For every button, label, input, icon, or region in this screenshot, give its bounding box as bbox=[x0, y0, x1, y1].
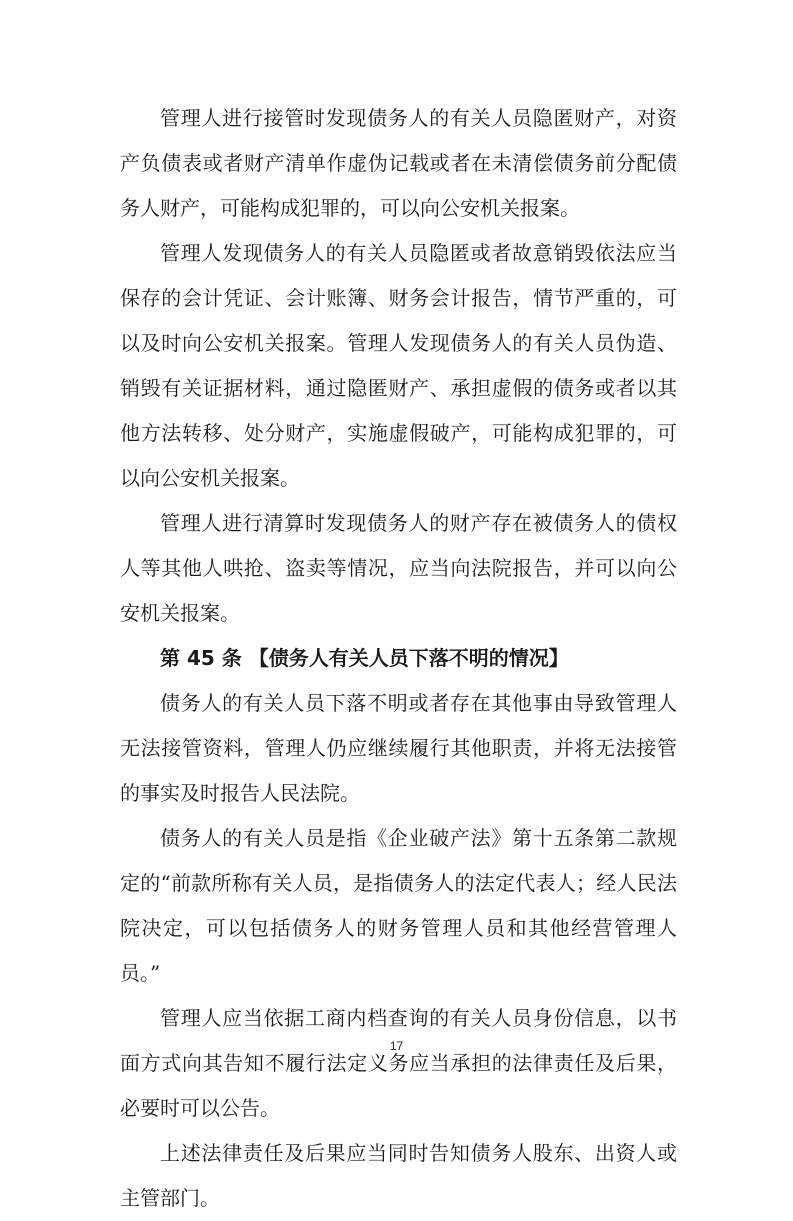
article-45-heading: 第 45 条 【债务人有关人员下落不明的情况】 bbox=[160, 646, 569, 670]
paragraph-definition-persons: 债务人的有关人员是指《企业破产法》第十五条第二款规定的“前款所称有关人员，是指债务人的法定代表人；经人民法院决定，可以包括债务人的财务管理人员和其他经营管理人员。” bbox=[120, 826, 677, 985]
paragraph-shareholder-notice: 上述法律责任及后果应当同时告知债务人股东、出资人或主管部门。 bbox=[120, 1141, 677, 1210]
paragraph-concealment-report: 管理人进行接管时发现债务人的有关人员隐匿财产，对资产负债表或者财产清单作虚伪记载或者在未清偿债务前分配债务人财产，可能构成犯罪的，可以向公安机关报案。 bbox=[120, 106, 677, 220]
paragraph-notification: 管理人应当依据工商内档查询的有关人员身份信息，以书面方式向其告知不履行法定义务应当承担的法律责任及后果，必要时可以公告。 bbox=[120, 1006, 677, 1120]
paragraph-missing-persons: 债务人的有关人员下落不明或者存在其他事由导致管理人无法接管资料，管理人仍应继续履行其他职责，并将无法接管的事实及时报告人民法院。 bbox=[120, 691, 677, 805]
paragraph-liquidation-report: 管理人进行清算时发现债务人的财产存在被债务人的债权人等其他人哄抢、盗卖等情况，应当向法院报告，并可以向公安机关报案。 bbox=[120, 511, 677, 625]
page-number: 17 bbox=[389, 1039, 404, 1053]
paragraph-accounting-records: 管理人发现债务人的有关人员隐匿或者故意销毁依法应当保存的会计凭证、会计账簿、财务会计报告，情节严重的，可以及时向公安机关报案。管理人发现债务人的有关人员伪造、销毁有关证据材料，通过隐匿财产、承担虚假的债务或者以其他方法转移、处分财产，实施虚假破产，可能构成犯罪的，可以向公安机关报案。 bbox=[120, 241, 677, 490]
